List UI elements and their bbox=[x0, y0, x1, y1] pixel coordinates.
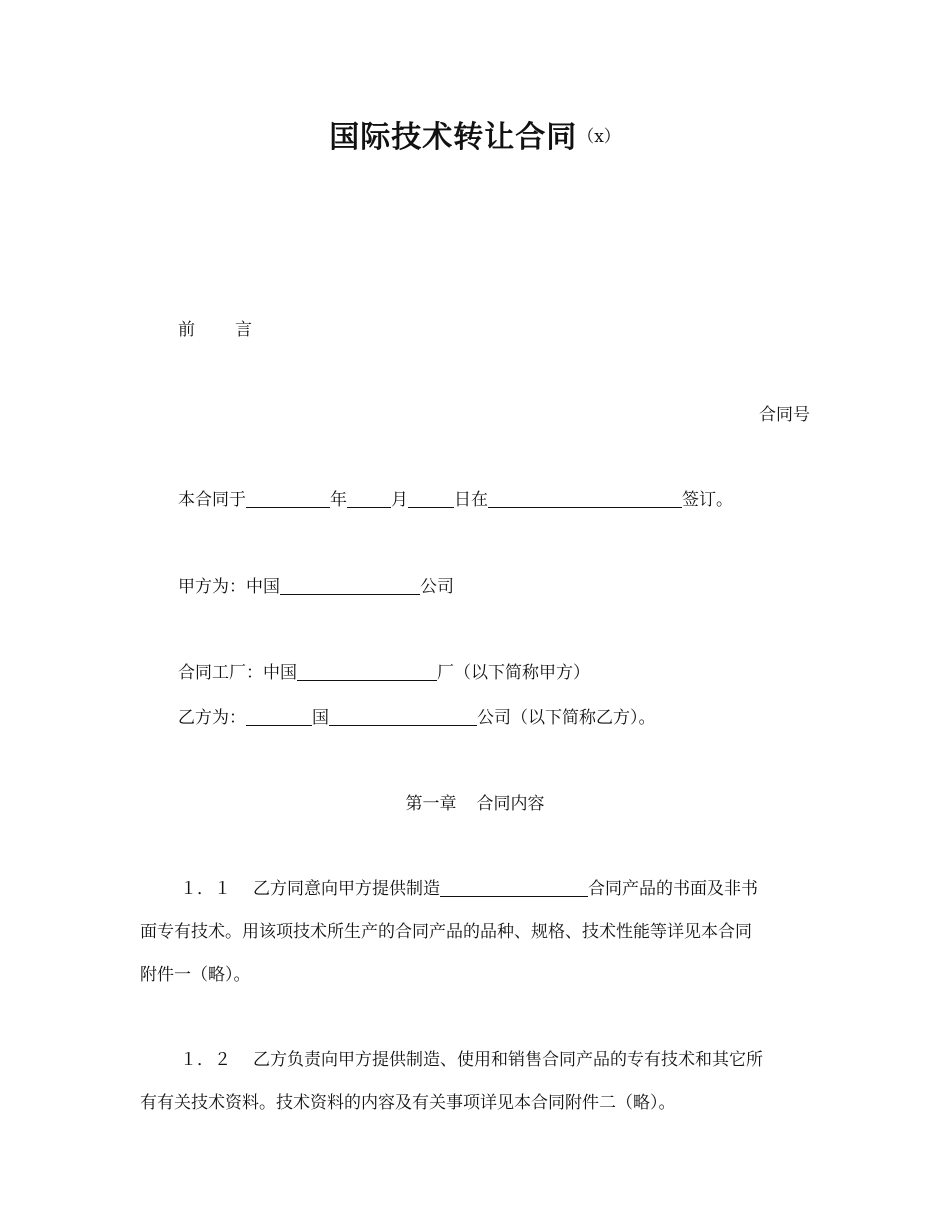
product-name-blank[interactable] bbox=[440, 878, 588, 897]
month-label: 月 bbox=[391, 490, 408, 510]
chapter-1-heading bbox=[0, 792, 950, 816]
chapter-1-number: 第一章 bbox=[405, 794, 457, 814]
day-blank[interactable] bbox=[408, 489, 454, 508]
title-suffix: （x） bbox=[577, 127, 621, 147]
party-b-country-label: 国 bbox=[312, 708, 329, 728]
sign-place-blank[interactable] bbox=[488, 489, 682, 508]
clause-1-2-line-1 bbox=[180, 1048, 763, 1072]
sign-date-line bbox=[178, 488, 733, 512]
sign-suffix: 签订。 bbox=[682, 490, 733, 510]
clause-1-2-line-2: 有有关技术资料。技术资料的内容及有关事项详见本合同附件二（略）。 bbox=[140, 1093, 676, 1113]
party-b-suffix: 公司（以下简称乙方）。 bbox=[477, 708, 656, 728]
clause-1-1-line-1 bbox=[180, 877, 758, 901]
party-b-line bbox=[178, 706, 656, 730]
clause-1-1-number: １．１ bbox=[180, 879, 231, 899]
party-b-prefix: 乙方为： bbox=[178, 708, 246, 728]
party-a-suffix: 公司 bbox=[420, 577, 454, 597]
party-a-company-blank[interactable] bbox=[280, 576, 420, 595]
factory-suffix: 厂（以下简称甲方） bbox=[437, 663, 590, 683]
clause-1-1-text-a: 乙方同意向甲方提供制造 bbox=[253, 879, 440, 899]
clause-1-2-number: １．２ bbox=[180, 1050, 231, 1070]
preface-char-2: 言 bbox=[235, 320, 252, 340]
party-a-prefix: 甲方为：中国 bbox=[178, 577, 280, 597]
clause-1-1-line-3: 附件一（略）。 bbox=[140, 965, 251, 985]
year-blank[interactable] bbox=[246, 489, 330, 508]
preface-heading bbox=[178, 318, 252, 342]
clause-1-1-text-b: 合同产品的书面及非书 bbox=[588, 879, 758, 899]
factory-prefix: 合同工厂：中国 bbox=[178, 663, 297, 683]
factory-name-blank[interactable] bbox=[297, 662, 437, 681]
year-label: 年 bbox=[330, 490, 347, 510]
party-a-line bbox=[178, 575, 454, 599]
document-title bbox=[0, 112, 950, 156]
month-blank[interactable] bbox=[347, 489, 391, 508]
chapter-1-title: 合同内容 bbox=[476, 794, 545, 814]
preface-char-1: 前 bbox=[178, 320, 195, 340]
clause-1-1-line-2: 面专有技术。用该项技术所生产的合同产品的品种、规格、技术性能等详见本合同 bbox=[140, 922, 752, 942]
factory-line bbox=[178, 661, 590, 685]
sign-prefix: 本合同于 bbox=[178, 490, 246, 510]
contract-number-label: 合同号 bbox=[759, 405, 810, 425]
party-b-country-blank[interactable] bbox=[246, 707, 312, 726]
title-text: 国际技术转让合同 bbox=[329, 120, 578, 155]
clause-1-2-text: 乙方负责向甲方提供制造、使用和销售合同产品的专有技术和其它所 bbox=[253, 1050, 763, 1070]
party-b-company-blank[interactable] bbox=[329, 707, 477, 726]
day-at-label: 日在 bbox=[454, 490, 488, 510]
